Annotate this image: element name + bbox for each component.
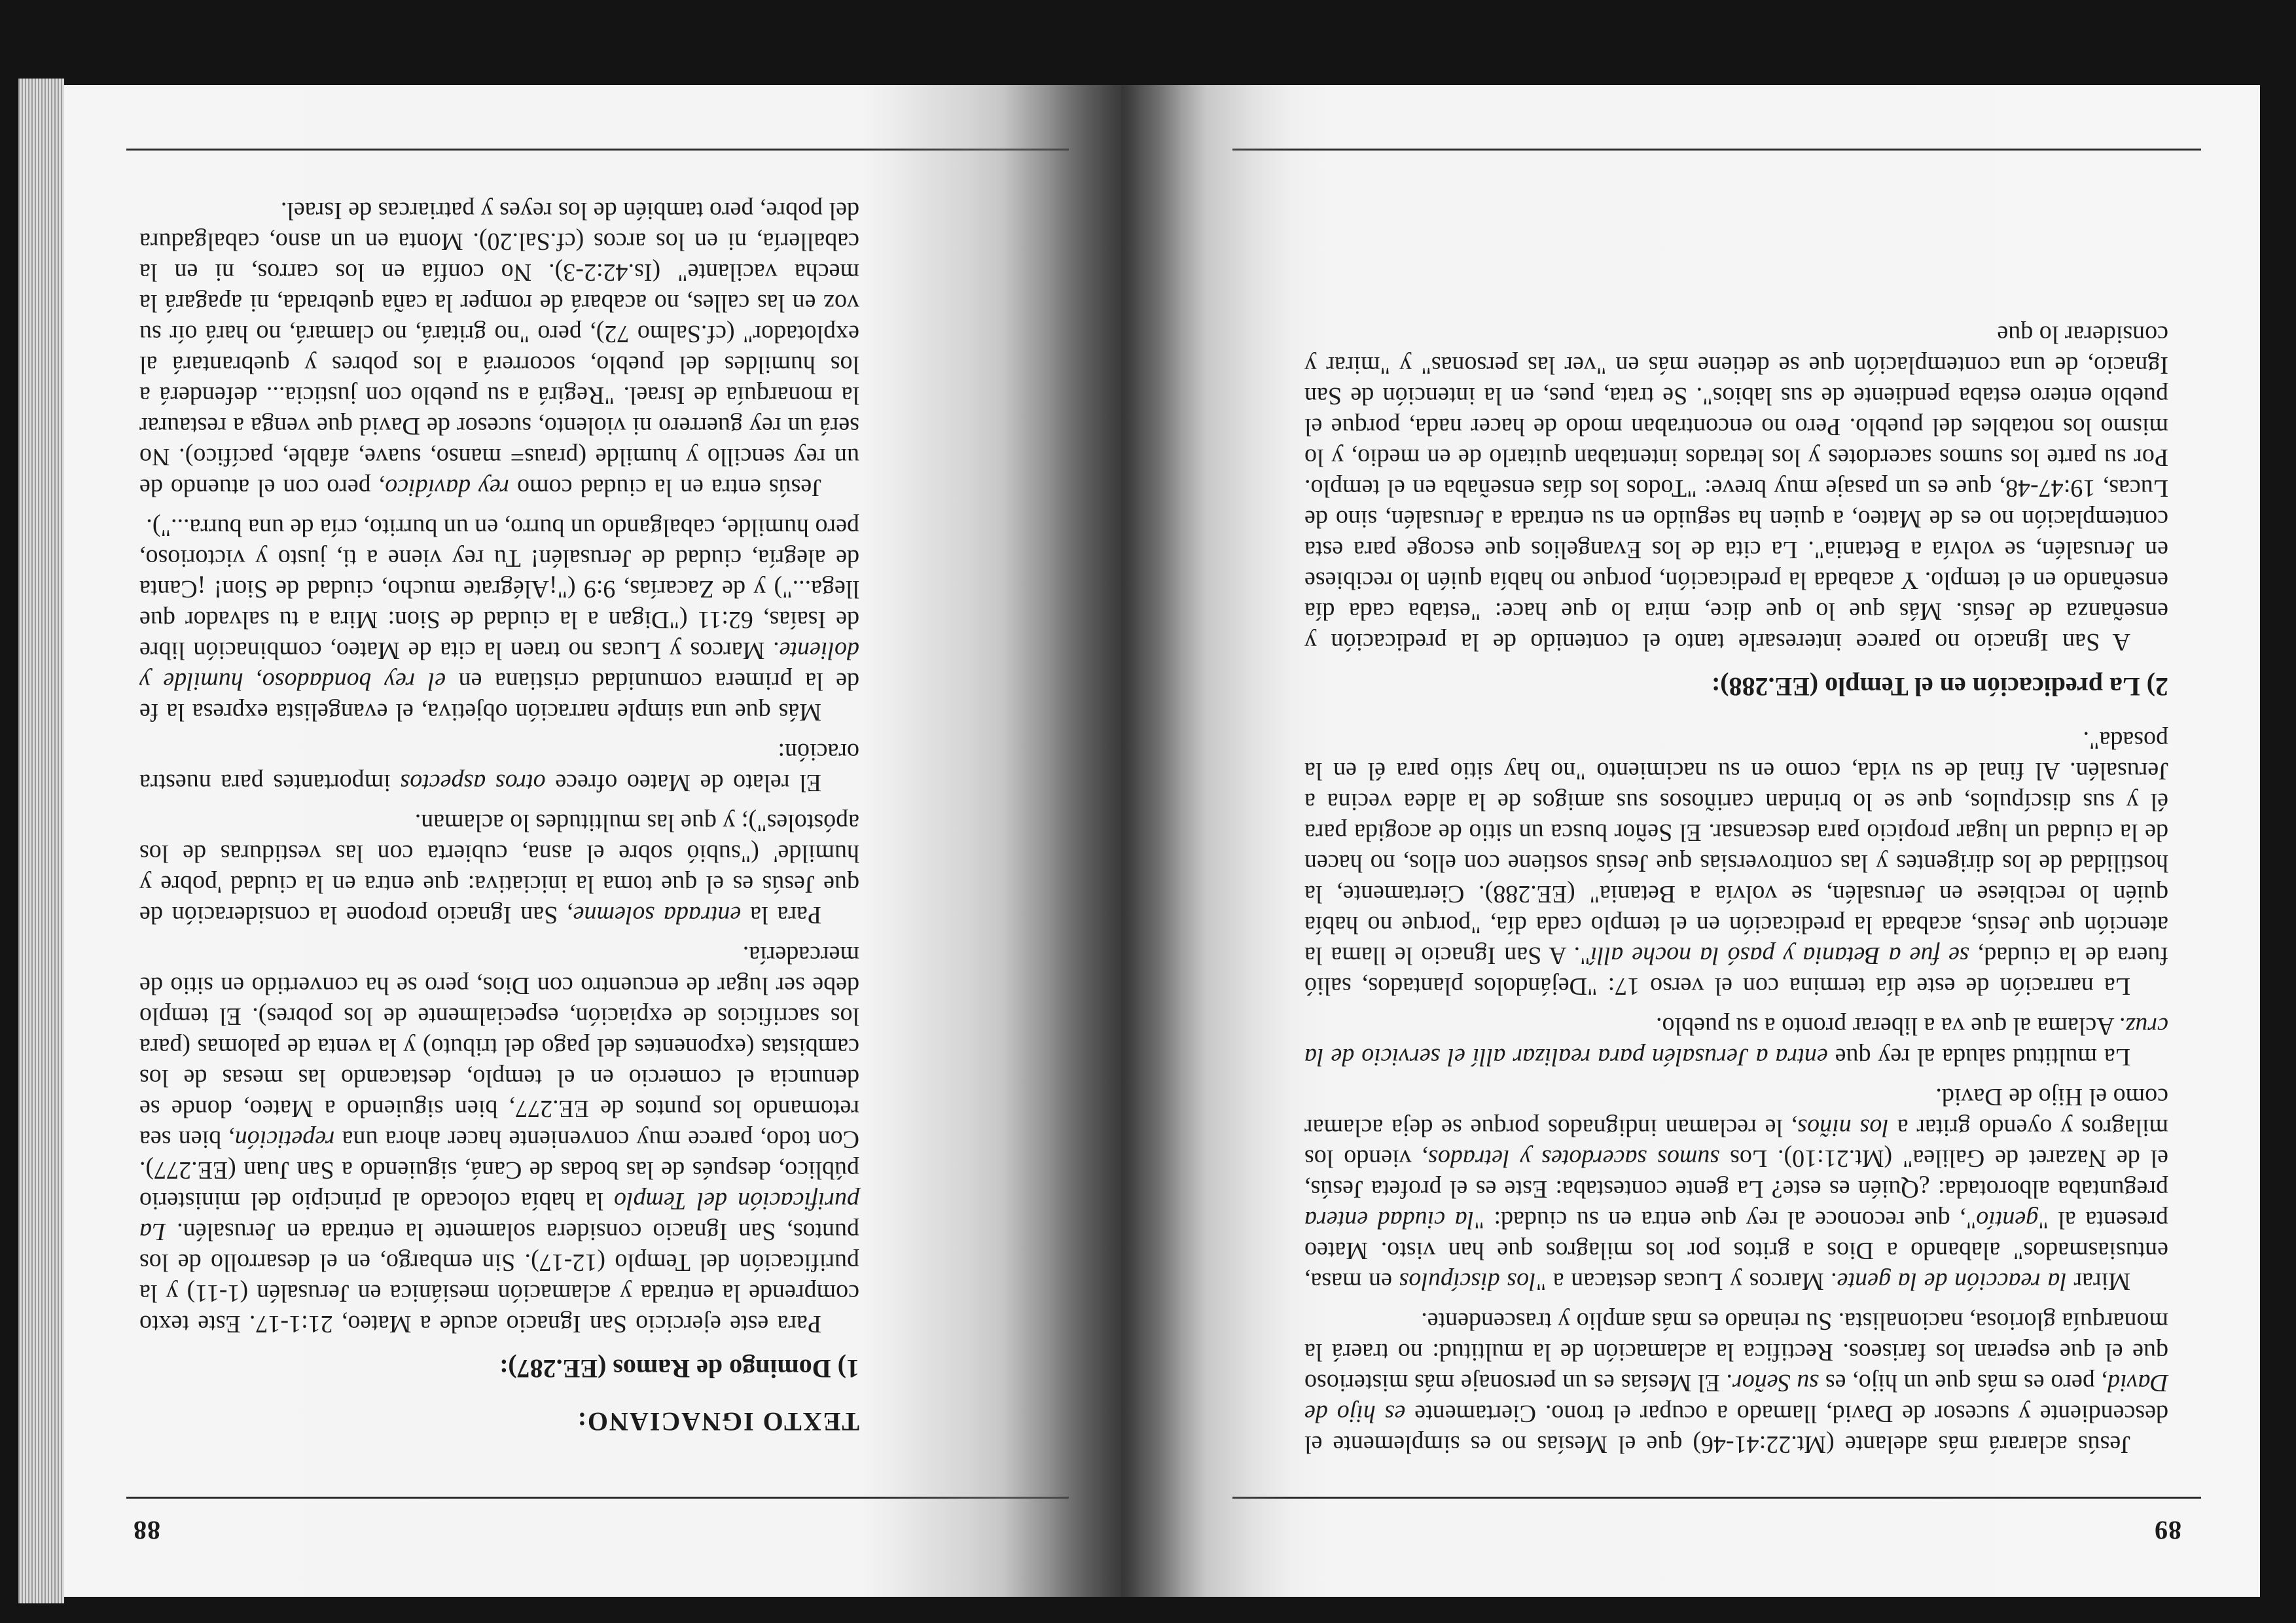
text-run: , le reclaman indignados porque se deja aclamar como el Hijo de David.	[1304, 1083, 2168, 1141]
footer-rule	[126, 149, 1069, 151]
text-run: la había colocado al principio del ministerio público, después de las bodas de Caná, siguiendo a San Juan (EE.277). Con todo, parece muy conveniente hacer ahora una	[139, 1126, 859, 1215]
left-page-body	[1304, 310, 2168, 1459]
paragraph	[1304, 319, 2168, 657]
footer-rule	[1232, 149, 2201, 151]
section-heading: 1) Domingo de Ramos (EE.287):	[499, 1354, 859, 1383]
italic-text: gentío	[1976, 1206, 2039, 1234]
section-heading: 2) La predicación en el Templo (EE.288):	[1711, 672, 2168, 702]
italic-text: los discípulos	[1399, 1268, 1536, 1295]
text-run: importantes para nuestra oración:	[139, 738, 859, 796]
text-run: preguntaba alborotada: ¿Quién es este? La gente contestaba: Este es el profeta Jesús, el de Nazaret de Galilea" (Mt.21:10). Los	[1304, 1145, 2168, 1203]
page-number: 88	[133, 1516, 160, 1545]
gutter-shadow	[859, 85, 1121, 1597]
paragraph	[1304, 724, 2168, 1001]
paragraph	[139, 807, 859, 930]
right-page-body	[139, 186, 859, 1459]
italic-text: entrada solemne	[573, 901, 742, 929]
italic-text: rey davídico	[385, 474, 510, 501]
text-run: , pero con el atuendo de un rey sencillo y humilde (praus= manso, suave, afable, pacífico). No será un rey guerrero ni violento, sucesor de David que venga a restaurar la monarquía de Israel. "Regirá a su pueblo con justicia... defenderá a los humildes del pueblo, socorrerá a los pobres y quebrantará al explotador" (cf.Salmo 72), pero "no gritará, no clamará, no hará oír su voz en las calles, no acabará de romper la caña quebrada, ni apagará la mecha vacilante" (Is.42:2-3). No confía en los carros, ni en la caballería, ni en los arcos (cf.Sal.20). Monta en un asno, cabalgadura del pobre, pero también de los reyes y patriarcas de Israel.	[139, 197, 859, 501]
italic-text: es hijo de David	[1304, 1369, 2168, 1427]
text-run: El relato de Mateo ofrece	[545, 769, 821, 796]
paragraph	[1304, 1010, 2168, 1072]
italic-text: sumos sacerdotes y letrados	[1428, 1145, 1720, 1172]
paragraph	[139, 195, 859, 503]
left-page	[1121, 85, 2260, 1597]
text-run: A San Ignacio no parece interesarle tanto el contenido de la predicación y enseñanza de Jesús. Más que lo que dice, mira lo que hace: "estaba cada día enseñando en el templo. Y acabada la predicación, porque no había quién lo recibiese en Jerusalén, se volvía a Betania". La cita de los Evangelios que escoge para esta contemplación no es de Mateo, a quien ha seguido en su entrada a Jerusalén, sino de Lucas, 19:47-48, que es un pasaje muy breve: "Todos los días enseñaba en el templo. Por su parte los sumos sacerdotes y los letrados intentaban quitarlo de en medio, y lo mismo los notables del pueblo. Pero no encontraban modo de hacer nada, porque el pueblo entero estaba pendiente de sus labios". Se trata, pues, en la intención de San Ignacio, de una contemplación que se detiene más en "ver las personas" y "mirar y considerar lo que	[1304, 321, 2168, 656]
text-run: , San Ignacio propone la consideración de que Jesús es el que toma la iniciativa: que entra en la ciudad 'pobre y humilde' ("subió sobre el asna, cubierta con las vestiduras de los apóstoles"); y que las multitudes lo aclaman.	[139, 809, 859, 929]
paragraph	[139, 736, 859, 798]
italic-text: los niños	[1797, 1114, 1889, 1141]
italic-text: su Señor	[1732, 1369, 1820, 1397]
italic-text: el rey bondadoso, humilde y doliente	[139, 637, 859, 695]
text-run: Jesús entra en la ciudad como	[509, 474, 821, 501]
text-run: ". A San Ignacio le llama la atención que Jesús, acabada la predicación en el templo cada día, "porque no había quién lo recibiese en Jerusalén, se volvía a Betania" (EE.288). Ciertamente, la hostilidad de los dirigentes y las controversias que Jesús sostiene con ellos, no hacen de la ciudad un lugar propicio para descansar. El Señor busca un sitio de acogida para él y sus discípulos, que se lo brindan cariñosos sus amigos de la aldea vecina a Jerusalén. Al final de su vida, como en su nacimiento "no hay sitio para él en la posada".	[1304, 726, 2168, 969]
text-run: , pero es más que un hijo, es	[1819, 1369, 2108, 1397]
text-run: . Marcos y Lucas no traen la cita de Mateo, combinación libre de Isaías, 62:11 ("Digan a la ciudad de Sion: Mira a tu salvador que llega...") y de Zacarías, 9:9 ("¡Alégrate mucho, ciudad de Sion! ¡Canta de alegría, ciudad de Jerusalén! Tu rey viene a ti, justo y victorioso, pero humilde, cabalgando un burro, en un burrito, cría de una burra...").	[139, 514, 859, 664]
page-number: 89	[2154, 1516, 2181, 1545]
text-run: . Aclama al que va a liberar pronto a su pueblo.	[1656, 1012, 2126, 1040]
italic-text: otros aspectos	[400, 769, 546, 796]
gutter-shadow	[1121, 85, 1291, 1597]
text-run: Jesús aclarará más adelante (Mt.22:41-46) que el Mesías no es simplemente el descendiente y sucesor de David, llamado a ocupar el trono. Ciertamente	[1304, 1400, 2168, 1458]
text-run: La narración de este día termina con el verso 17: "Dejándolos plantados, salió fuera de la ciudad,	[1304, 942, 2168, 1000]
right-page	[64, 85, 1121, 1597]
text-run: Más que una simple narración objetiva, el evangelista expresa la fe de la primera comunidad cristiana en	[139, 668, 859, 726]
paragraph	[1304, 1306, 2168, 1459]
text-run: La multitud saluda al rey que	[1827, 1043, 2130, 1071]
section-heading: TEXTO IGNACIANO:	[576, 1407, 859, 1436]
paragraph	[139, 512, 859, 727]
text-run: Para la	[741, 901, 821, 929]
paragraph	[1304, 1081, 2168, 1296]
text-run: Mirar	[2066, 1268, 2130, 1295]
text-run: , bien sea retomando los puntos de EE.277, bien siguiendo a Mateo, donde se denuncia el comercio en el templo, destacando las mesas de los cambistas (exponentes del pago del tributo) y la venta de palomas (para los sacrificios de expiación, especialmente de los pobres). El templo debe ser lugar de encuentro con Dios, pero se ha convertido en sitio de mercadería.	[139, 941, 859, 1153]
italic-text: La purificación del Templo	[139, 1187, 859, 1245]
text-run: . El Mesías es un personaje más misterioso que el que esperan los fariseos. Rectifica la aclamación de la multitud: no traerá la monarquía gloriosa, nacionalista. Su reinado es más amplio y trascendente.	[1304, 1308, 2168, 1397]
text-run: . Marcos y Lucas destacan a "	[1535, 1268, 1837, 1295]
text-run: Para este ejercicio San Ignacio acude a Mateo, 21:1-17. Este texto comprende la entrada y aclamación mesiánica en Jerusalén (1-11) y la purificación del Templo (12-17). Sin embargo, en el desarrollo de los puntos, San Ignacio considera solamente la entrada en Jerusalén.	[139, 1218, 859, 1338]
italic-text: entra a Jerusalén para realizar allí el servicio de la cruz	[1304, 1012, 2168, 1071]
paragraph	[139, 939, 859, 1339]
header-rule	[126, 1497, 1069, 1499]
text-run: ", que reconoce al rey que entra en su ciudad: "	[1474, 1206, 1977, 1234]
page-edges	[18, 79, 64, 1603]
header-rule	[1232, 1497, 2201, 1499]
italic-text: se fue a Betania y pasó la noche allí	[1590, 942, 1969, 969]
text-run: , viendo los milagros y oyendo gritar a	[1304, 1114, 2168, 1172]
text-run: en masa, entusiasmados" alabando a Dios a gritos por los milagros que han visto. Mateo presenta al "	[1304, 1206, 2168, 1295]
italic-text: repetición	[234, 1126, 335, 1153]
italic-text: la ciudad entera	[1304, 1206, 1475, 1234]
italic-text: la reacción de la gente	[1837, 1268, 2067, 1295]
